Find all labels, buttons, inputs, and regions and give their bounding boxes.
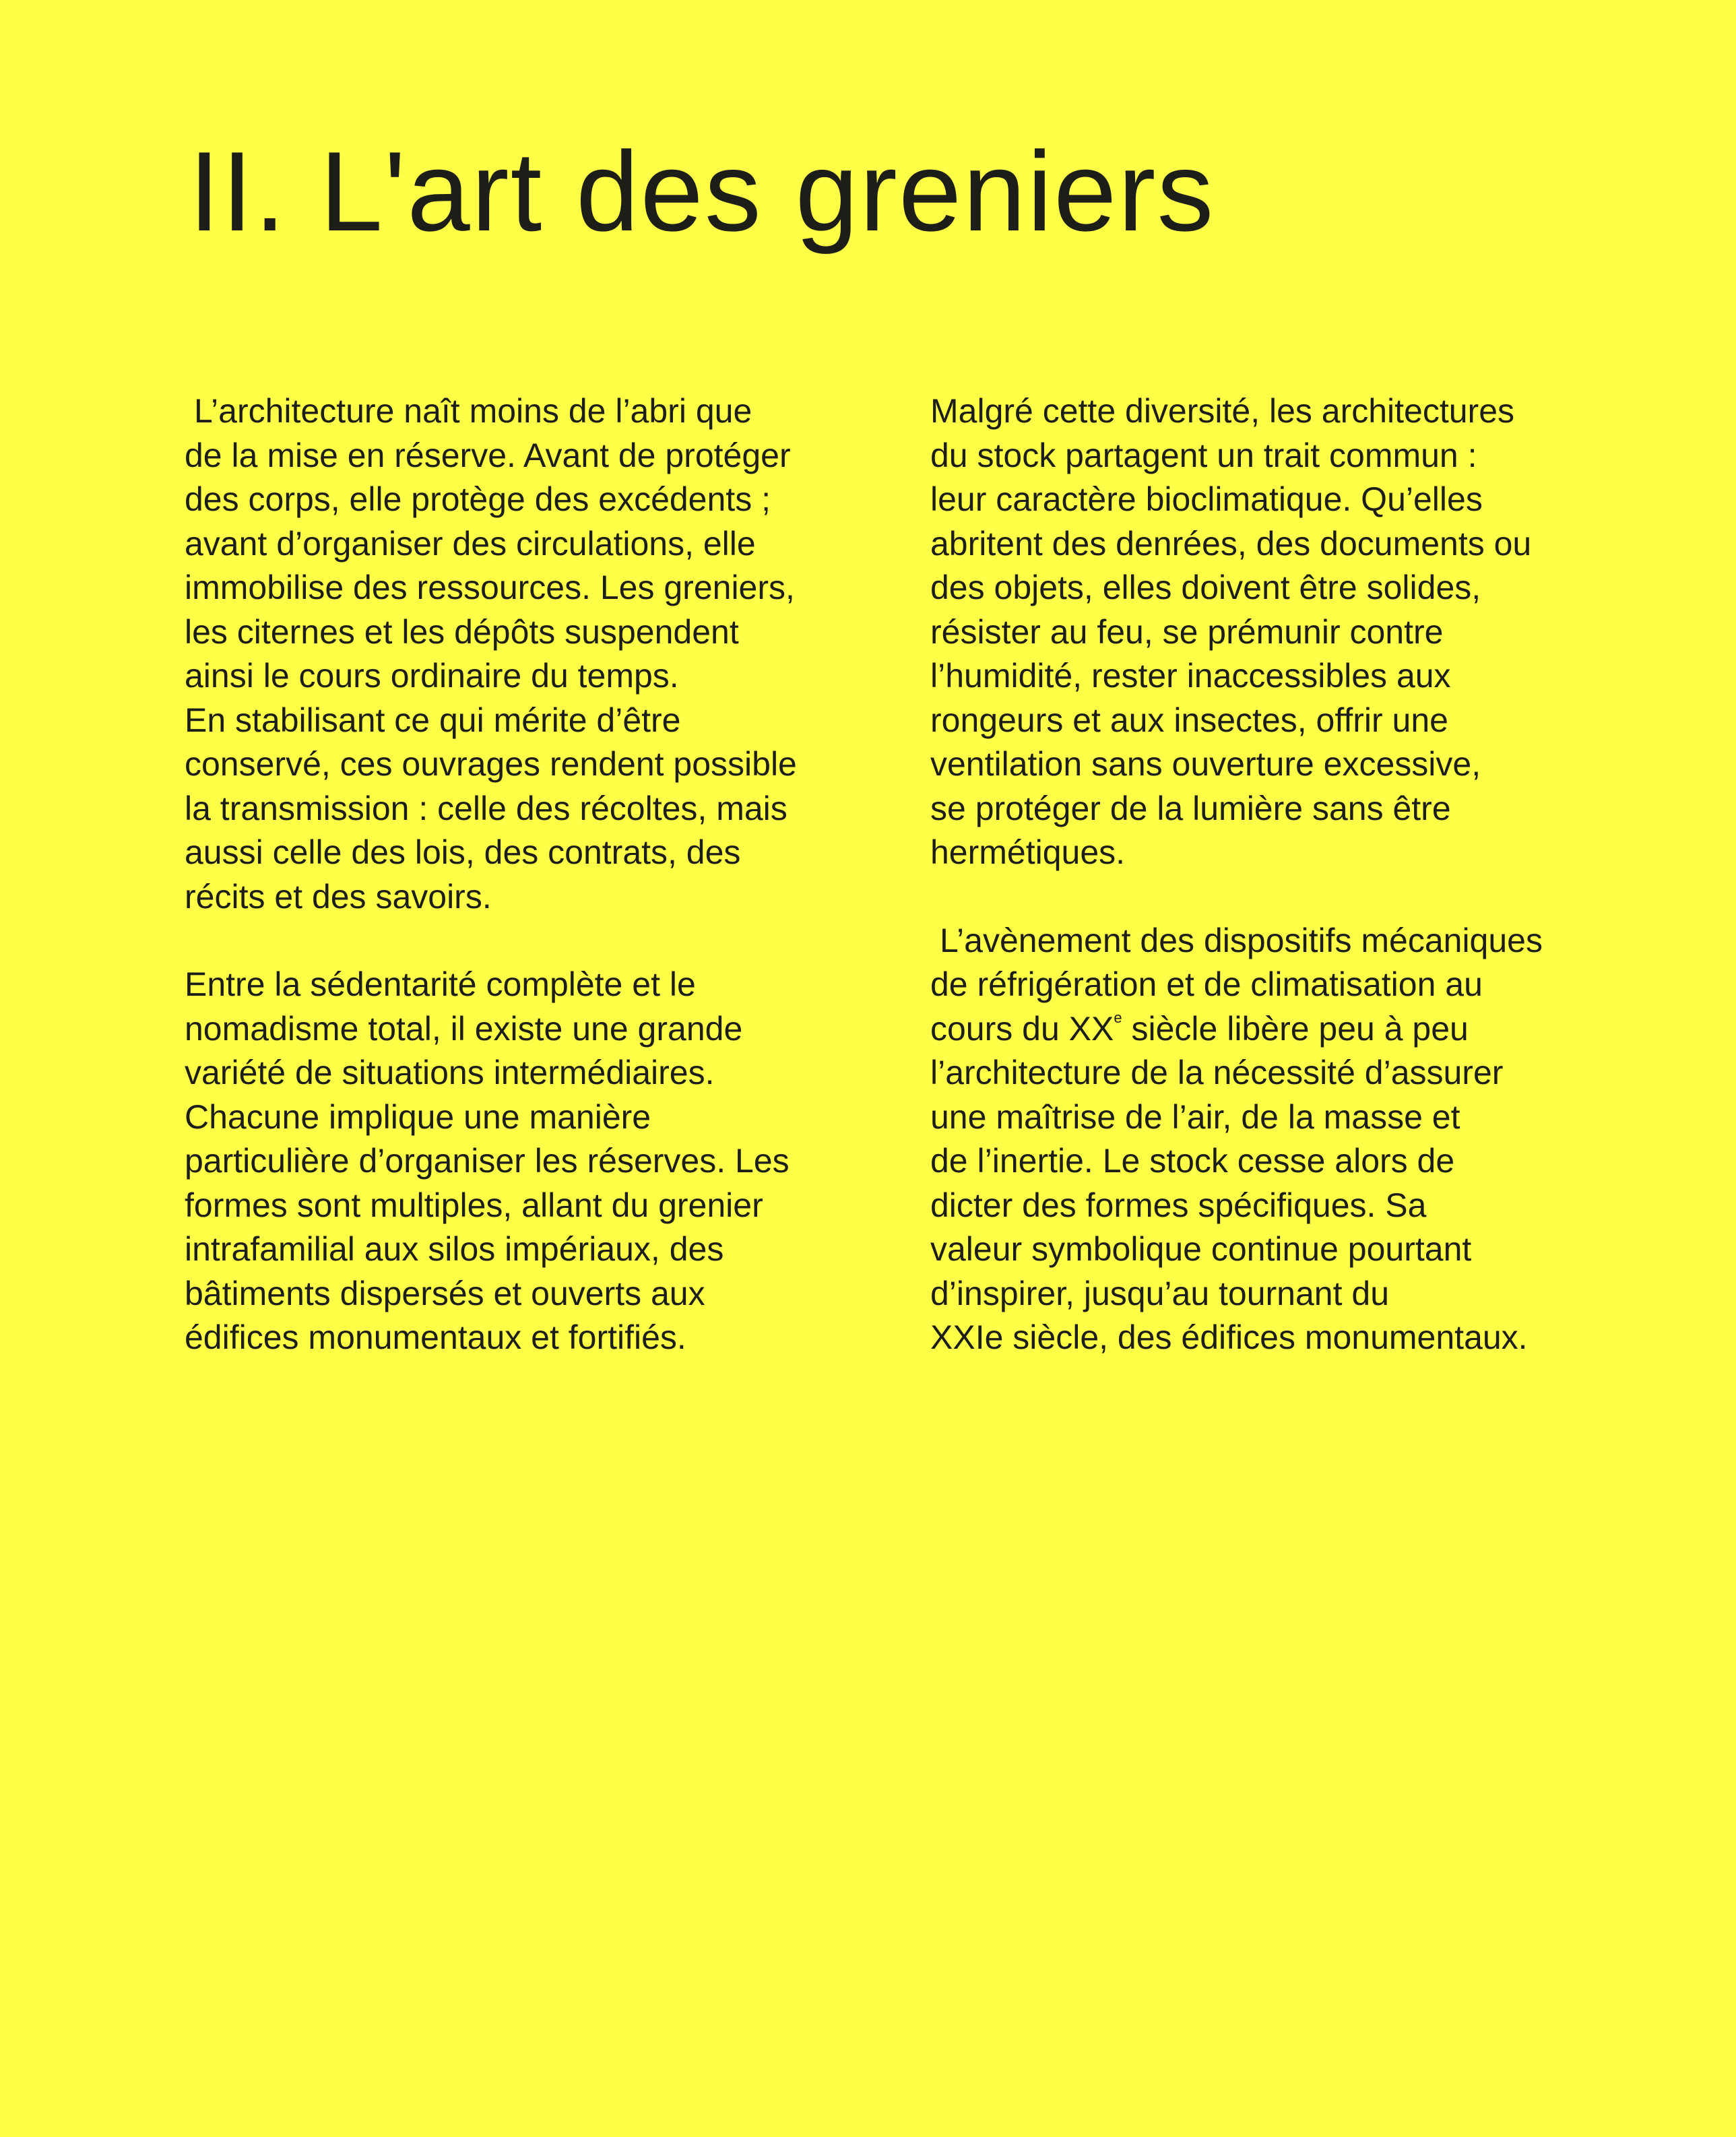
text-line: intrafamilial aux silos impériaux, des (185, 1230, 724, 1268)
text-line: avant d’organiser des circulations, elle (185, 524, 756, 563)
text-line (930, 1007, 1638, 1052)
text-line: du stock partagent un trait commun : (930, 436, 1477, 474)
text-line: L’architecture naît moins de l’abri que (194, 392, 752, 430)
text-line: de l’inertie. Le stock cesse alors de (930, 1142, 1455, 1180)
text-line: leur caractère bioclimatique. Qu’elles (930, 480, 1483, 518)
page-title: II. L'art des greniers (189, 128, 1215, 255)
text-line: des corps, elle protège des excédents ; (185, 480, 771, 518)
text-line: Chacune implique une manière (185, 1097, 651, 1136)
text-line: particulière d’organiser les réserves. Les (185, 1142, 790, 1180)
text-line: En stabilisant ce qui mérite d’être (185, 701, 681, 739)
text-line: récits et des savoirs. (185, 877, 492, 916)
paragraph (185, 963, 892, 1360)
text-line: l’humidité, rester inaccessibles aux (930, 657, 1451, 695)
text-line: dicter des formes spécifiques. Sa (930, 1186, 1427, 1224)
text-line: nomadisme total, il existe une grande (185, 1009, 743, 1048)
text-line: d’inspirer, jusqu’au tournant du (930, 1274, 1390, 1312)
text-line: conservé, ces ouvrages rendent possible (185, 745, 797, 783)
text-line: L’avènement des dispositifs mécaniques (940, 921, 1543, 959)
text-line: se protéger de la lumière sans être (930, 789, 1451, 827)
text-line: formes sont multiples, allant du grenier (185, 1186, 763, 1224)
text-line: ventilation sans ouverture excessive, (930, 745, 1481, 783)
text-fragment: siècle libère peu à peu (1122, 1009, 1469, 1048)
text-line: valeur symbolique continue pourtant (930, 1230, 1472, 1268)
text-line: édifices monumentaux et fortifiés. (185, 1318, 686, 1356)
paragraph (185, 389, 892, 919)
text-line: ainsi le cours ordinaire du temps. (185, 657, 679, 695)
text-line: abritent des denrées, des documents ou (930, 524, 1532, 563)
text-line: l’architecture de la nécessité d’assurer (930, 1054, 1504, 1091)
right-column (930, 389, 1638, 1404)
text-line: aussi celle des lois, des contrats, des (185, 833, 741, 871)
text-line: hermétiques. (930, 833, 1126, 871)
paragraph (930, 389, 1638, 875)
text-line: résister au feu, se prémunir contre (930, 612, 1444, 651)
left-column (185, 389, 892, 1404)
text-line: les citernes et les dépôts suspendent (185, 612, 739, 651)
text-line: une maîtrise de l’air, de la masse et (930, 1097, 1460, 1136)
text-line: de réfrigération et de climatisation au (930, 965, 1483, 1003)
paragraph (930, 919, 1638, 1360)
text-line: Entre la sédentarité complète et le (185, 965, 696, 1003)
text-line: de la mise en réserve. Avant de protéger (185, 436, 791, 474)
text-line: Malgré cette diversité, les architectures (930, 392, 1515, 430)
text-line: variété de situations intermédiaires. (185, 1054, 715, 1091)
text-fragment: cours du XX (930, 1009, 1114, 1048)
text-line: XXIe siècle, des édifices monumentaux. (930, 1318, 1528, 1356)
text-line: bâtiments dispersés et ouverts aux (185, 1274, 705, 1312)
text-line: la transmission : celle des récoltes, mais (185, 789, 787, 827)
text-line: rongeurs et aux insectes, offrir une (930, 701, 1448, 739)
text-line: immobilise des ressources. Les greniers, (185, 569, 795, 606)
superscript: e (1114, 1009, 1122, 1026)
text-line: des objets, elles doivent être solides, (930, 569, 1481, 606)
